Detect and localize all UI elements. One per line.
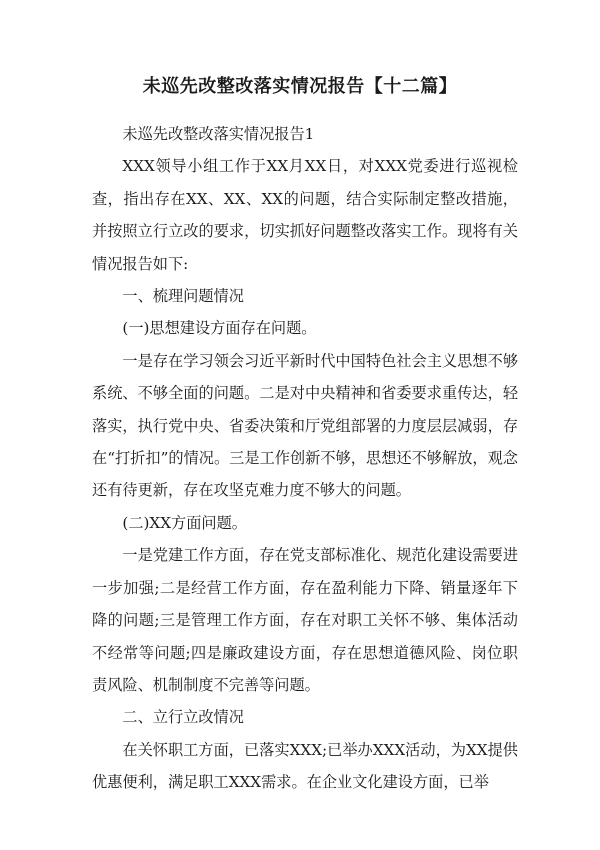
ideology-problems-paragraph: 一是存在学习领会习近平新时代中国特色社会主义思想不够系统、不够全面的问题。二是对中央精神和省委要求重传达，轻落实，执行党中央、省委决策和厅党组部署的力度层层减弱，存在“打折扣”的情况。三是工作创新不够，思想还不够解放，观念还有待更新，存在攻坚克难力度不够大的问题。 [92,351,518,500]
subsection-heading-ideology: (一)思想建设方面存在问题。 [122,319,317,338]
section-heading-rectification: 二、立行立改情况 [122,708,244,727]
intro-paragraph: XXX领导小组工作于XX月XX日，对XXX党委进行巡视检查，指出存在XX、XX、XX的问题，结合实际制定整改措施，并按照立行立改的要求，切实抓好问题整改落实工作。现将有关情况报告如下: [92,157,518,273]
report-subtitle: 未巡先改整改落实情况报告1 [122,125,315,143]
subsection-heading-xx: (二)XX方面问题。 [122,513,247,532]
rectification-paragraph: 在关怀职工方面，已落实XXX;已举办XXX活动，为XX提供优惠便利，满足职工XXX需求。在企业文化建设方面，已举 [92,740,518,792]
document-title: 未巡先改整改落实情况报告【十二篇】 [142,76,458,97]
xx-problems-paragraph: 一是党建工作方面，存在党支部标准化、规范化建设需要进一步加强;二是经营工作方面，存在盈利能力下降、销量逐年下降的问题;三是管理工作方面，存在对职工关怀不够、集体活动不经常等问题;四是廉政建设方面，存在思想道德风险、岗位职责风险、机制制度不完善等问题。 [92,546,518,694]
section-heading-problems: 一、梳理问题情况 [122,287,244,306]
document-body [92,118,518,799]
